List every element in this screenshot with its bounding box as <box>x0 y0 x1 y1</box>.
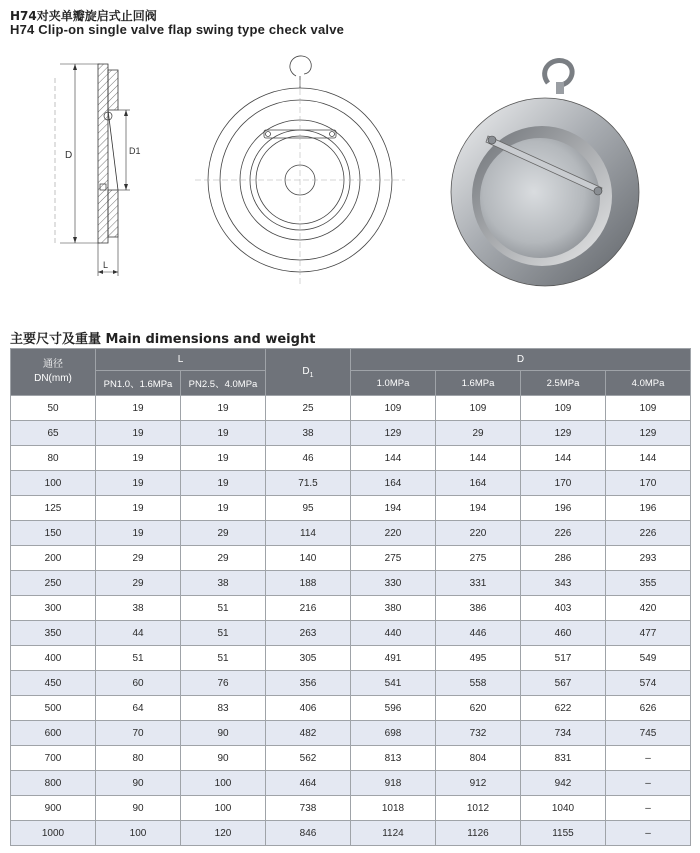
table-cell: – <box>606 771 691 796</box>
table-cell: 350 <box>11 621 96 646</box>
table-cell: 109 <box>521 396 606 421</box>
table-cell: 1018 <box>351 796 436 821</box>
table-cell: 125 <box>11 496 96 521</box>
table-cell: 698 <box>351 721 436 746</box>
table-cell: 50 <box>11 396 96 421</box>
table-cell: 194 <box>351 496 436 521</box>
table-cell: 90 <box>181 721 266 746</box>
section-view <box>55 64 141 276</box>
table-cell: 500 <box>11 696 96 721</box>
table-row <box>11 421 691 446</box>
table-header-row <box>11 349 691 371</box>
table-cell: 482 <box>266 721 351 746</box>
table-cell: 1000 <box>11 821 96 846</box>
header-d-1-6mpa: 1.6MPa <box>436 371 521 396</box>
table-cell: 144 <box>606 446 691 471</box>
table-row <box>11 796 691 821</box>
table-cell: 495 <box>436 646 521 671</box>
table-cell: 450 <box>11 671 96 696</box>
table-cell: 549 <box>606 646 691 671</box>
table-cell: 912 <box>436 771 521 796</box>
table-cell: 440 <box>351 621 436 646</box>
page-title-cn: H74对夹单瓣旋启式止回阀 <box>10 9 157 23</box>
table-cell: – <box>606 746 691 771</box>
table-row <box>11 721 691 746</box>
table-cell: 293 <box>606 546 691 571</box>
table-cell: 109 <box>436 396 521 421</box>
header-d1 <box>266 349 351 396</box>
table-cell: 300 <box>11 596 96 621</box>
table-row <box>11 521 691 546</box>
table-cell: 100 <box>181 771 266 796</box>
table-row <box>11 696 691 721</box>
table-cell: 80 <box>11 446 96 471</box>
table-cell: 170 <box>606 471 691 496</box>
table-cell: 216 <box>266 596 351 621</box>
table-cell: 1126 <box>436 821 521 846</box>
table-cell: 620 <box>436 696 521 721</box>
table-cell: 305 <box>266 646 351 671</box>
table-cell: 114 <box>266 521 351 546</box>
table-row <box>11 821 691 846</box>
table-cell: 738 <box>266 796 351 821</box>
table-cell: 95 <box>266 496 351 521</box>
table-cell: 51 <box>181 596 266 621</box>
table-cell: 596 <box>351 696 436 721</box>
table-row <box>11 496 691 521</box>
table-cell: 90 <box>181 746 266 771</box>
header-d1-sub: 1 <box>309 371 314 379</box>
table-cell: 275 <box>436 546 521 571</box>
header-dn-cn: 通径 <box>43 359 63 370</box>
table-cell: 446 <box>436 621 521 646</box>
table-cell: 144 <box>351 446 436 471</box>
table-cell: 44 <box>96 621 181 646</box>
table-body <box>11 396 691 846</box>
header-l-pn-low: PN1.0、1.6MPa <box>96 371 181 396</box>
table-cell: 745 <box>606 721 691 746</box>
table-cell: 226 <box>521 521 606 546</box>
table-cell: 491 <box>351 646 436 671</box>
table-cell: 400 <box>11 646 96 671</box>
table-cell: 51 <box>181 646 266 671</box>
table-cell: 164 <box>351 471 436 496</box>
table-cell: 46 <box>266 446 351 471</box>
table-cell: 90 <box>96 796 181 821</box>
table-cell: 831 <box>521 746 606 771</box>
table-cell: 200 <box>11 546 96 571</box>
table-cell: 170 <box>521 471 606 496</box>
table-cell: 38 <box>96 596 181 621</box>
table-row <box>11 446 691 471</box>
header-dn-en: DN(mm) <box>34 373 72 384</box>
label-d: D <box>65 150 73 161</box>
table-cell: 250 <box>11 571 96 596</box>
table-cell: 460 <box>521 621 606 646</box>
table-cell: 541 <box>351 671 436 696</box>
table-row <box>11 646 691 671</box>
table-cell: 60 <box>96 671 181 696</box>
table-cell: 19 <box>96 396 181 421</box>
header-l: L <box>96 349 266 371</box>
table-cell: 29 <box>96 571 181 596</box>
table-cell: 386 <box>436 596 521 621</box>
table-cell: 900 <box>11 796 96 821</box>
table-cell: 356 <box>266 671 351 696</box>
header-d-1-0mpa: 1.0MPa <box>351 371 436 396</box>
table-cell: 29 <box>96 546 181 571</box>
table-cell: 19 <box>181 471 266 496</box>
table-cell: 51 <box>181 621 266 646</box>
table-cell: 464 <box>266 771 351 796</box>
table-cell: 129 <box>606 421 691 446</box>
header-d: D <box>351 349 691 371</box>
table-cell: 355 <box>606 571 691 596</box>
table-cell: – <box>606 821 691 846</box>
table-cell: 83 <box>181 696 266 721</box>
section-title: 主要尺寸及重量 Main dimensions and weight <box>10 332 316 347</box>
table-cell: 196 <box>606 496 691 521</box>
table-cell: 19 <box>181 421 266 446</box>
table-cell: 109 <box>351 396 436 421</box>
header-d-4-0mpa: 4.0MPa <box>606 371 691 396</box>
table-cell: 420 <box>606 596 691 621</box>
table-cell: 734 <box>521 721 606 746</box>
table-cell: 19 <box>181 496 266 521</box>
table-row <box>11 621 691 646</box>
table-cell: 19 <box>96 446 181 471</box>
valve-photo <box>451 61 639 286</box>
header-d-2-5mpa: 2.5MPa <box>521 371 606 396</box>
table-cell: 144 <box>436 446 521 471</box>
table-cell: 164 <box>436 471 521 496</box>
dimensions-table <box>10 348 691 846</box>
table-cell: 29 <box>181 546 266 571</box>
table-cell: 19 <box>96 421 181 446</box>
table-cell: 600 <box>11 721 96 746</box>
table-cell: 477 <box>606 621 691 646</box>
header-d1-main: D <box>302 365 310 377</box>
table-cell: 71.5 <box>266 471 351 496</box>
table-row <box>11 546 691 571</box>
table-cell: 51 <box>96 646 181 671</box>
table-cell: 800 <box>11 771 96 796</box>
header-dn <box>11 349 96 396</box>
table-cell: 804 <box>436 746 521 771</box>
table-cell: 100 <box>96 821 181 846</box>
table-row <box>11 596 691 621</box>
table-cell: 196 <box>521 496 606 521</box>
table-cell: 188 <box>266 571 351 596</box>
table-cell: 1040 <box>521 796 606 821</box>
table-cell: 144 <box>521 446 606 471</box>
table-row <box>11 746 691 771</box>
table-cell: 29 <box>181 521 266 546</box>
table-cell: 65 <box>11 421 96 446</box>
table-cell: 129 <box>521 421 606 446</box>
table-cell: 38 <box>266 421 351 446</box>
table-cell: – <box>606 796 691 821</box>
table-cell: 263 <box>266 621 351 646</box>
page-title-en: H74 Clip-on single valve flap swing type check valve <box>10 22 345 37</box>
table-cell: 150 <box>11 521 96 546</box>
table-cell: 19 <box>181 446 266 471</box>
table-cell: 64 <box>96 696 181 721</box>
table-cell: 19 <box>96 521 181 546</box>
table-row <box>11 396 691 421</box>
table-row <box>11 471 691 496</box>
table-subheader-row <box>11 371 691 396</box>
table-cell: 626 <box>606 696 691 721</box>
table-cell: 109 <box>606 396 691 421</box>
valve-drawings <box>0 40 700 310</box>
table-cell: 330 <box>351 571 436 596</box>
table-cell: 220 <box>351 521 436 546</box>
table-cell: 19 <box>181 396 266 421</box>
table-cell: 622 <box>521 696 606 721</box>
table-cell: 558 <box>436 671 521 696</box>
table-cell: 275 <box>351 546 436 571</box>
table-cell: 380 <box>351 596 436 621</box>
table-cell: 194 <box>436 496 521 521</box>
table-cell: 1155 <box>521 821 606 846</box>
table-cell: 140 <box>266 546 351 571</box>
header-l-pn-high: PN2.5、4.0MPa <box>181 371 266 396</box>
table-cell: 574 <box>606 671 691 696</box>
table-cell: 220 <box>436 521 521 546</box>
table-row <box>11 771 691 796</box>
table-cell: 25 <box>266 396 351 421</box>
table-cell: 129 <box>351 421 436 446</box>
table-cell: 29 <box>436 421 521 446</box>
label-l: L <box>103 260 109 270</box>
table-cell: 732 <box>436 721 521 746</box>
table-cell: 331 <box>436 571 521 596</box>
label-d1: D1 <box>129 146 141 156</box>
table-cell: 562 <box>266 746 351 771</box>
table-cell: 19 <box>96 471 181 496</box>
table-cell: 403 <box>521 596 606 621</box>
table-cell: 19 <box>96 496 181 521</box>
table-cell: 406 <box>266 696 351 721</box>
table-cell: 100 <box>11 471 96 496</box>
table-cell: 813 <box>351 746 436 771</box>
table-cell: 90 <box>96 771 181 796</box>
table-cell: 120 <box>181 821 266 846</box>
table-cell: 286 <box>521 546 606 571</box>
table-cell: 38 <box>181 571 266 596</box>
table-cell: 567 <box>521 671 606 696</box>
table-cell: 942 <box>521 771 606 796</box>
table-row <box>11 671 691 696</box>
table-cell: 76 <box>181 671 266 696</box>
table-row <box>11 571 691 596</box>
table-cell: 70 <box>96 721 181 746</box>
table-cell: 517 <box>521 646 606 671</box>
table-cell: 80 <box>96 746 181 771</box>
front-view <box>195 56 405 285</box>
table-cell: 918 <box>351 771 436 796</box>
table-cell: 700 <box>11 746 96 771</box>
table-cell: 846 <box>266 821 351 846</box>
table-cell: 1124 <box>351 821 436 846</box>
table-cell: 226 <box>606 521 691 546</box>
table-cell: 100 <box>181 796 266 821</box>
table-cell: 343 <box>521 571 606 596</box>
table-cell: 1012 <box>436 796 521 821</box>
